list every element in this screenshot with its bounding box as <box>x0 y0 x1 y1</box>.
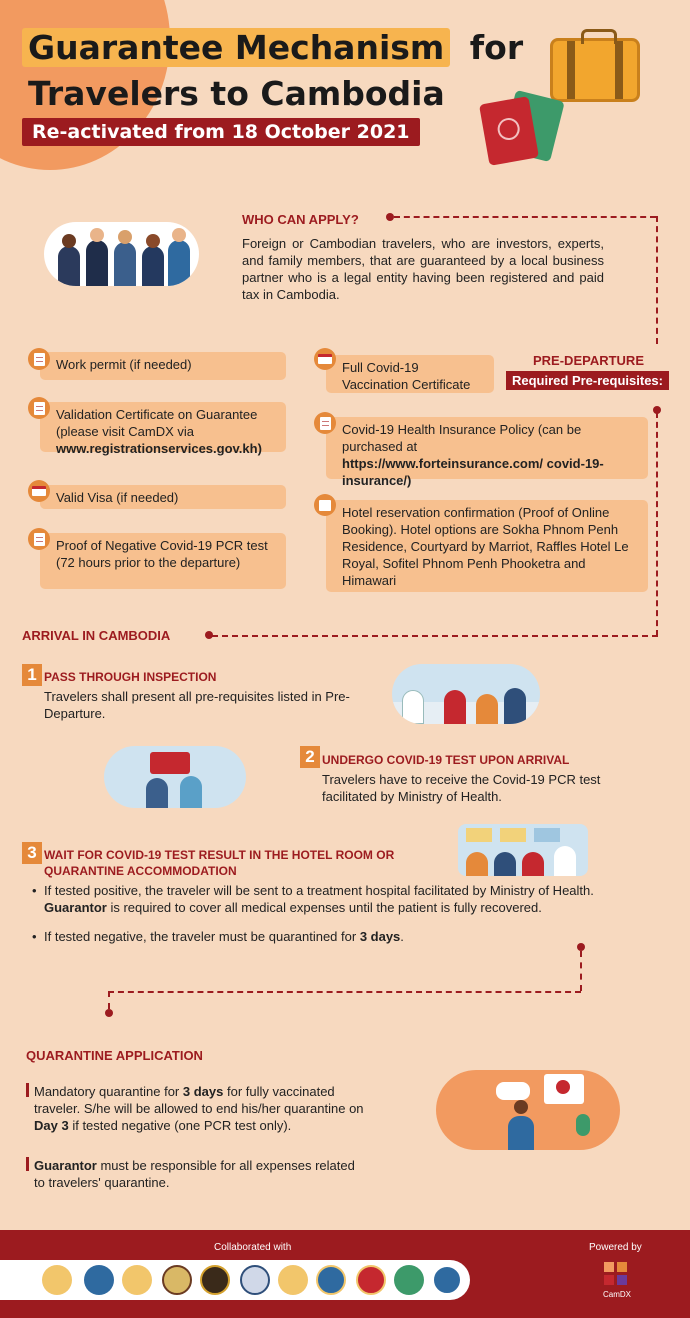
partner-logo-icon <box>84 1265 114 1295</box>
connector-line <box>108 991 581 993</box>
partner-logo-icon <box>122 1265 152 1295</box>
step-2-title: UNDERGO COVID-19 TEST UPON ARRIVAL <box>322 753 570 767</box>
step-3-title: WAIT FOR COVID-19 TEST RESULT IN THE HOTEL ROOM OR QUARANTINE ACCOMMODATION <box>44 848 395 878</box>
title-highlight: Guarantee Mechanism <box>22 28 450 67</box>
partner-logo-icon <box>162 1265 192 1295</box>
partner-logo-icon <box>432 1265 462 1295</box>
connector-line <box>108 991 110 1009</box>
title-line-2: Travelers to Cambodia <box>28 74 445 113</box>
arrival-heading: ARRIVAL IN CAMBODIA <box>22 628 171 643</box>
passport-red-icon <box>479 96 539 166</box>
partner-logo-icon <box>316 1265 346 1295</box>
list-item-work-permit: Work permit (if needed) <box>40 352 286 380</box>
camdx-label: CamDX <box>603 1290 632 1299</box>
connector-line <box>656 412 658 636</box>
connector-line <box>394 216 656 218</box>
partner-logo-icon <box>240 1265 270 1295</box>
partner-logo-icon <box>278 1265 308 1295</box>
step-number-1: 1 <box>22 664 42 686</box>
camdx-logo-icon <box>604 1262 628 1286</box>
step-1-text: Travelers shall present all pre-requisites listed in Pre-Departure. <box>44 689 350 721</box>
connector-dot <box>205 631 213 639</box>
list-item-validation-certificate: Validation Certificate on Guarantee (please visit CamDX via www.registrationservices.gov.kh) <box>40 402 286 452</box>
insurance-link[interactable]: https://www.forteinsurance.com/ covid-19-insurance/) <box>342 456 604 488</box>
pre-departure-heading: PRE-DEPARTURE <box>533 353 644 368</box>
quarantine-heading: QUARANTINE APPLICATION <box>26 1048 203 1063</box>
partner-logo-icon <box>42 1265 72 1295</box>
list-item-valid-visa: Valid Visa (if needed) <box>40 485 286 509</box>
vaccination-card-icon <box>314 348 336 370</box>
title-line-1 <box>22 28 523 68</box>
document-icon <box>28 528 50 550</box>
list-item-vaccination-certificate: Full Covid-19 Vaccination Certificate <box>326 355 494 393</box>
partner-logo-icon <box>356 1265 386 1295</box>
registration-link[interactable]: www.registrationservices.gov.kh) <box>56 441 262 456</box>
hotel-icon <box>314 494 336 516</box>
connector-line <box>212 635 658 637</box>
professionals-illustration <box>44 222 199 286</box>
document-icon <box>28 397 50 419</box>
required-prerequisites-badge: Required Pre-requisites: <box>506 371 669 390</box>
step-2-text: Travelers have to receive the Covid-19 PCR test facilitated by Ministry of Health. <box>322 772 601 804</box>
who-can-apply-heading: WHO CAN APPLY? <box>242 212 359 227</box>
visa-card-icon <box>28 480 50 502</box>
connector-dot <box>577 943 585 951</box>
list-item-health-insurance: Covid-19 Health Insurance Policy (can be purchased at https://www.forteinsurance.com/ covid-19-insurance/) <box>326 417 648 479</box>
connector-dot <box>386 213 394 221</box>
connector-line <box>656 216 658 344</box>
remote-work-illustration <box>436 1070 620 1150</box>
document-icon <box>28 348 50 370</box>
bullet-tested-negative: • If tested negative, the traveler must be quarantined for 3 days. <box>32 929 404 944</box>
quarantine-paragraph-2: Guarantor must be responsible for all expenses related to travelers' quarantine. <box>34 1158 355 1190</box>
subtitle-badge: Re-activated from 18 October 2021 <box>22 118 420 146</box>
step-1-title: PASS THROUGH INSPECTION <box>44 670 217 684</box>
bullet-bar <box>26 1157 29 1171</box>
document-icon <box>314 412 336 434</box>
suitcase-icon <box>550 38 640 102</box>
inspection-illustration <box>392 664 540 724</box>
title-for: for <box>469 28 524 67</box>
connector-line <box>580 951 582 991</box>
step-number-3: 3 <box>22 842 42 864</box>
list-item-pcr-proof: Proof of Negative Covid-19 PCR test (72 hours prior to the departure) <box>40 533 286 589</box>
partner-logo-icon <box>200 1265 230 1295</box>
collaborated-label: Collaborated with <box>214 1242 292 1253</box>
bullet-tested-positive: • If tested positive, the traveler will be sent to a treatment hospital facilitated by Ministry of Health. Guarantor is required to cover all medical expenses until the patient is fully recovered. <box>32 883 594 915</box>
quarantine-paragraph-1: Mandatory quarantine for 3 days for fully vaccinated traveler. S/he will be allowed to end his/her quarantine on Day 3 if tested negative (one PCR test only). <box>34 1084 364 1133</box>
connector-dot <box>105 1009 113 1017</box>
waiting-room-illustration <box>458 824 588 876</box>
list-item-hotel-reservation: Hotel reservation confirmation (Proof of Online Booking). Hotel options are Sokha Phnom Penh Residence, Courtyard by Marriot, Raffles Hotel Le Royal, Sofitel Phnom Penh Phooketra and Himawari <box>326 500 648 592</box>
powered-by-label: Powered by <box>589 1242 642 1253</box>
step-number-2: 2 <box>300 746 320 768</box>
partner-logo-icon <box>394 1265 424 1295</box>
bullet-bar <box>26 1083 29 1097</box>
who-can-apply-text: Foreign or Cambodian travelers, who are investors, experts, and family members, that are guaranteed by a local business partner who is a legal entity having been registered and paid tax in Cambodia. <box>242 236 604 302</box>
covid-test-illustration <box>104 746 246 808</box>
